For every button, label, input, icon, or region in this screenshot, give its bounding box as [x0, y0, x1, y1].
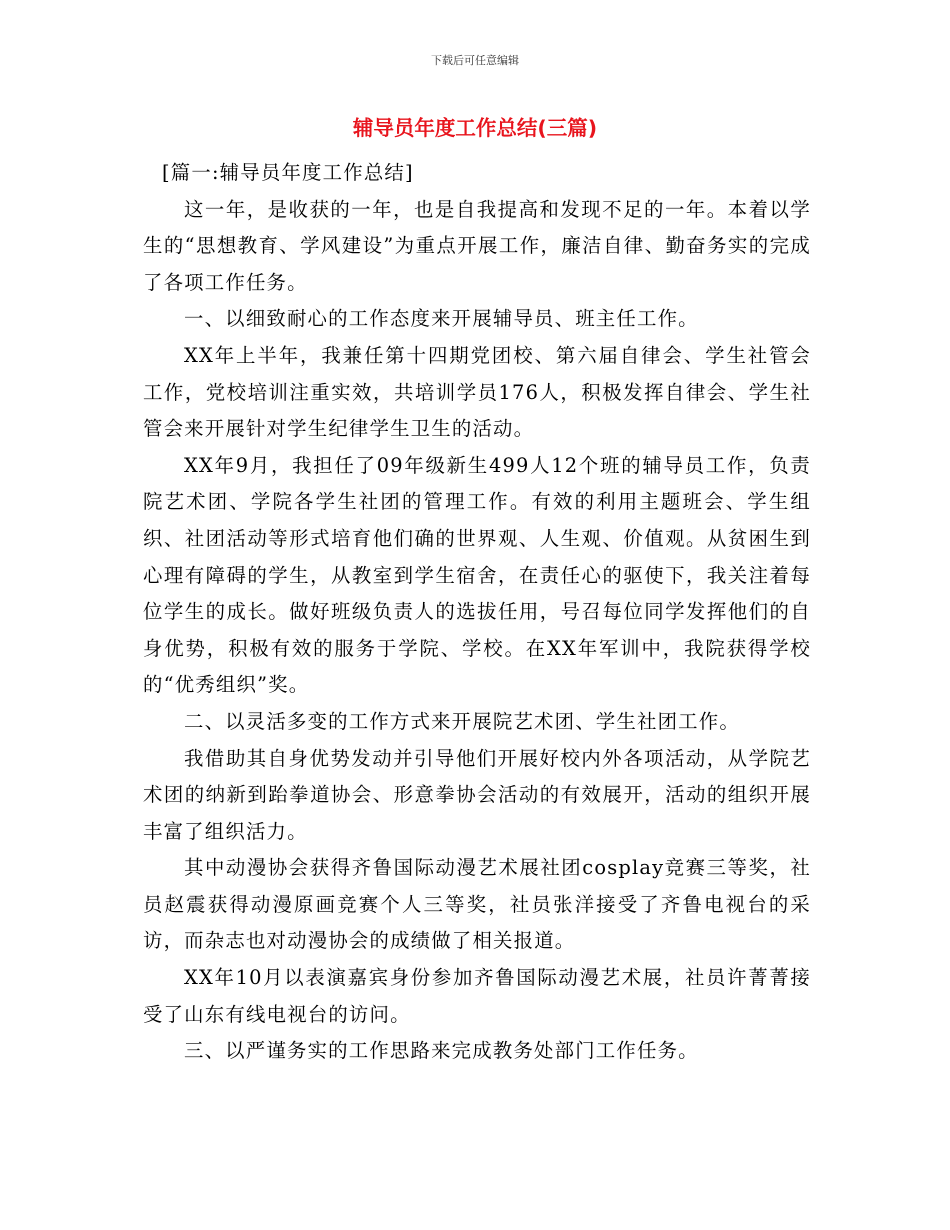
document-title: 辅导员年度工作总结(三篇): [352, 116, 598, 140]
paragraph-intro: 这一年，是收获的一年，也是自我提高和发现不足的一年。本着以学生的“思想教育、学风建设”为重点开展工作，廉洁自律、勤奋务实的完成了各项工作任务。: [143, 197, 811, 294]
heading-part-two: 二、以灵活多变的工作方式来开展院艺术团、学生社团工作。: [184, 709, 740, 733]
paragraph-first-half-year: XX年上半年，我兼任第十四期党团校、第六届自律会、学生社管会工作，党校培训注重实效，共培训学员176人，积极发挥自律会、学生社管会来开展针对学生纪律学生卫生的活动。: [143, 343, 811, 441]
paragraph-october: XX年10月以表演嘉宾身份参加齐鲁国际动漫艺术展，社员许菁菁接受了山东有线电视台的访问。: [143, 966, 811, 1026]
document-body: [143, 155, 811, 1070]
paragraph-september: XX年9月，我担任了09年级新生499人12个班的辅导员工作，负责院艺术团、学院各学生社团的管理工作。有效的利用主题班会、学生组织、社团活动等形式培育他们确的世界观、人生观、价值观。从贫困生到心理有障碍的学生，从教室到学生宿舍，在责任心的驱使下，我关注着每位学生的成长。做好班级负责人的选拔任用，号召每位同学发挥他们的自身优势，积极有效的服务于学院、学校。在XX年军训中，我院获得学校的“优秀组织”奖。: [143, 453, 811, 697]
paragraph-activities: 我借助其自身优势发动并引导他们开展好校内外各项活动，从学院艺术团的纳新到跆拳道协会、形意拳协会活动的有效展开，活动的组织开展丰富了组织活力。: [143, 746, 811, 843]
page-header-note: 下载后可任意编辑: [431, 54, 519, 67]
paragraph-anime-association: 其中动漫协会获得齐鲁国际动漫艺术展社团cosplay竞赛三等奖，社员赵震获得动漫原画竞赛个人三等奖，社员张洋接受了齐鲁电视台的采访，而杂志也对动漫协会的成绩做了相关报道。: [143, 856, 811, 953]
heading-part-one: 一、以细致耐心的工作态度来开展辅导员、班主任工作。: [184, 307, 699, 331]
section-label: [篇一:辅导员年度工作总结]: [162, 161, 414, 184]
heading-part-three: 三、以严谨务实的工作思路来完成教务处部门工作任务。: [184, 1039, 699, 1063]
